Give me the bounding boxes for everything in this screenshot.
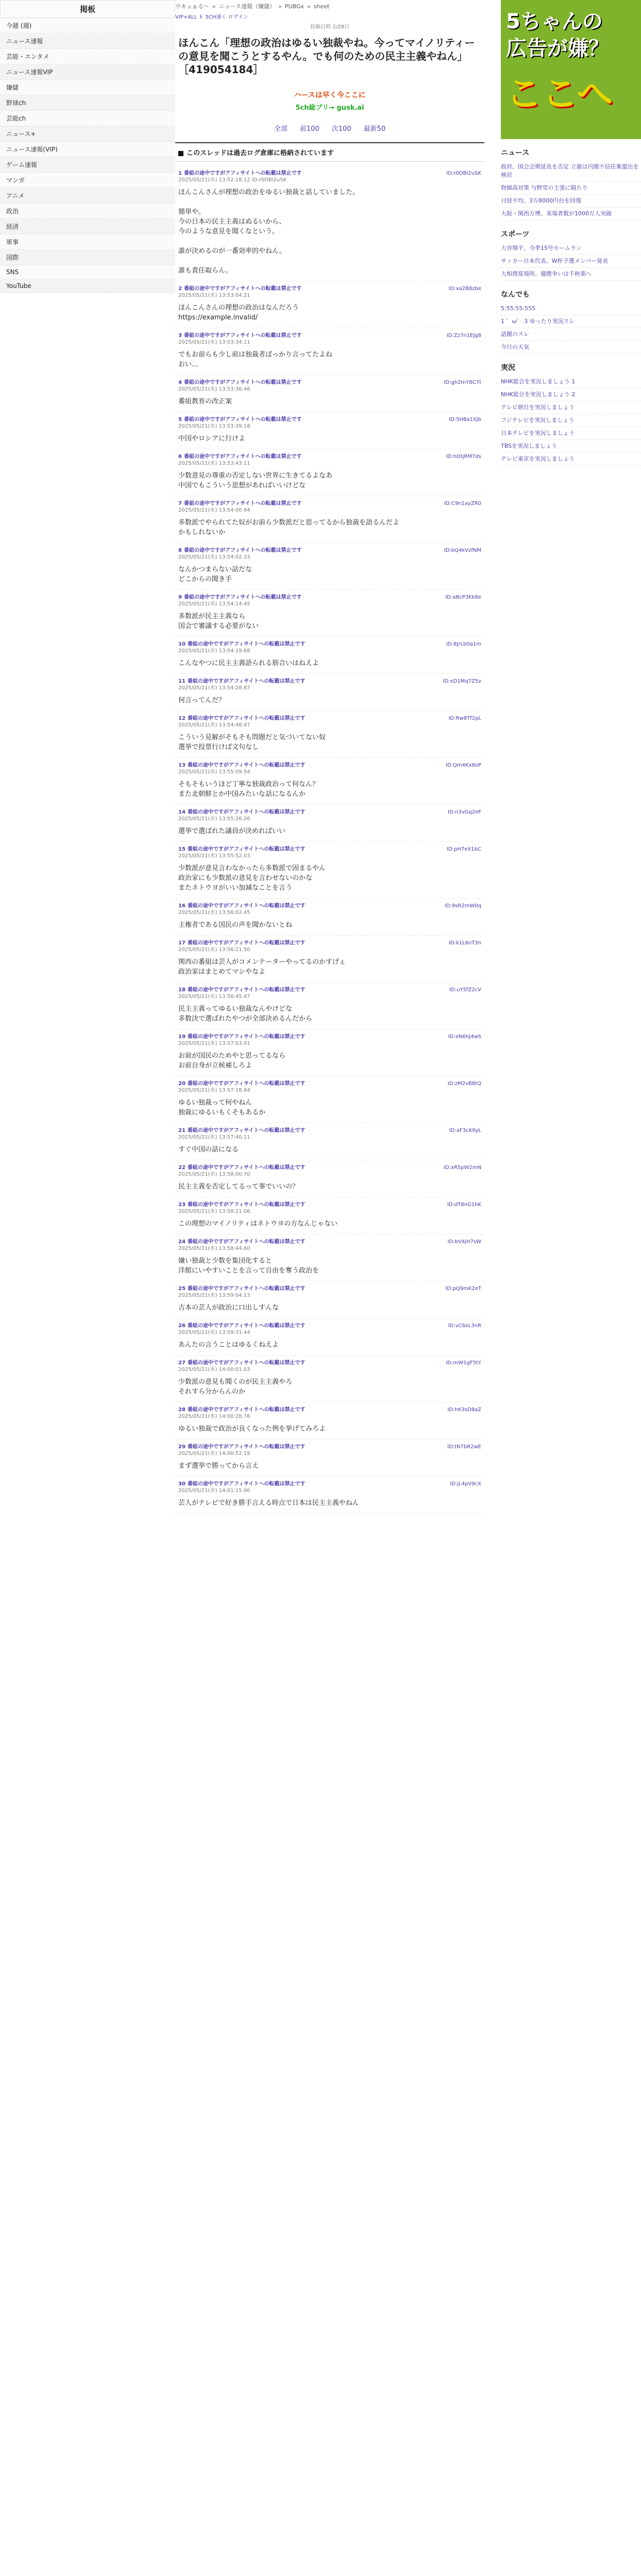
- post-number[interactable]: 22: [178, 1165, 185, 1171]
- page-tab[interactable]: 全部: [274, 125, 288, 133]
- post-id[interactable]: ID:xa2B8zbe: [448, 286, 481, 292]
- section-link[interactable]: テレビ東京を実況しましょう: [501, 453, 641, 466]
- post-header: [178, 903, 481, 916]
- poster-name: 番組の途中ですがアフィサイトへの転載は禁止です: [183, 333, 302, 338]
- post-id[interactable]: ID:C9n1xyZR0: [444, 501, 481, 506]
- post-meta: 2025/05/21(水) 13:54:02.33: [178, 554, 250, 560]
- post-meta: 2025/05/21(水) 14:01:15.90: [178, 1488, 250, 1494]
- post-id[interactable]: ID:bV4jH7sW: [447, 1239, 481, 1245]
- post-header: [178, 715, 481, 728]
- post-number[interactable]: 11: [178, 679, 185, 684]
- post-list: [175, 166, 484, 1514]
- post-header: [178, 1127, 481, 1141]
- post-meta: 2025/05/21(水) 13:56:21.50: [178, 947, 250, 953]
- breadcrumb-separator: »: [278, 3, 282, 10]
- post-header: [178, 379, 481, 393]
- post-number[interactable]: 10: [178, 641, 185, 647]
- post-meta: 2025/05/21(水) 13:55:09.54: [178, 769, 250, 775]
- thread-title: ほんこん「理想の政治はゆるい独裁やね。今ってマイノリティーの意見を聞こうとするやん。でも何のための民主主義やねん」［419054184］: [178, 37, 475, 76]
- post-header: [178, 987, 481, 1000]
- post: [175, 899, 484, 936]
- post: [175, 1076, 484, 1123]
- post-header: [178, 1481, 481, 1494]
- poster-name: 番組の途中ですがアフィサイトへの転載は禁止です: [187, 940, 306, 946]
- sidebar-list: [0, 18, 175, 293]
- post: [175, 637, 484, 674]
- post-meta: 2025/05/21(水) 13:55:26.26: [178, 816, 250, 822]
- section-link[interactable]: 日経平均、3万8000円台を回復: [501, 195, 641, 208]
- section-link[interactable]: テレビ朝日を実況しましょう: [501, 401, 641, 414]
- post-number[interactable]: 6: [178, 454, 182, 460]
- post-body: ほんこんさんが理想の政治をゆるい独裁と話していました。 簡単や。 今の日本の民主主義はぬるいから、 今のような意見を聞くなという。 誰が決めるのが一番効率的やねん。 誰も責任取らん。: [178, 189, 360, 275]
- sidebar-item[interactable]: YouTube: [0, 279, 175, 293]
- sidebar-item[interactable]: 軍事: [0, 234, 175, 250]
- post-meta: 2025/05/21(水) 13:52:18.12 ID:r0DBI2uSK: [178, 177, 287, 183]
- poster-name: 番組の途中ですがアフィサイトへの転載は禁止です: [183, 380, 302, 385]
- sidebar-item[interactable]: ニュース速報(VIP): [0, 142, 175, 157]
- post: [175, 1029, 484, 1076]
- post-meta: 2025/05/21(水) 13:59:31.44: [178, 1330, 250, 1335]
- post-body: 少数派の意見も聞くのが民主主義やろ それすら分からんのか: [178, 1378, 293, 1396]
- post-header: [178, 416, 481, 430]
- section-link[interactable]: フジテレビを実況しましょう: [501, 414, 641, 427]
- post-header: [178, 1444, 481, 1457]
- post-body: お前が国民のためやと思ってるなら お前自身が立候補しろよ: [178, 1052, 286, 1070]
- pagination-tabs: [175, 123, 484, 133]
- sidebar-section: [501, 229, 641, 281]
- breadcrumb-link[interactable]: PUBGx: [284, 3, 304, 10]
- poster-name: 番組の途中ですがアフィサイトへの転載は禁止です: [187, 679, 306, 684]
- post-number[interactable]: 4: [178, 380, 182, 385]
- post-header: [178, 1285, 481, 1299]
- left-sidebar: [0, 0, 175, 608]
- post: [175, 328, 484, 375]
- section-link[interactable]: NHK総合を実況しましょう 1: [501, 376, 641, 388]
- post-number[interactable]: 30: [178, 1481, 185, 1487]
- post-header: [178, 762, 481, 775]
- post-body: 少数意見の尊重の否定しない世界に生きてるよなあ 中国でもこういう思想があればいいけどな: [178, 472, 333, 489]
- page-tab[interactable]: 最新50: [363, 125, 386, 133]
- poster-name: 番組の途中ですがアフィサイトへの転載は禁止です: [187, 1128, 306, 1133]
- post-id[interactable]: ID:Qm4Kx8oP: [446, 762, 481, 768]
- section-link[interactable]: TBSを実況しましょう: [501, 440, 641, 453]
- post-number[interactable]: 5: [178, 417, 182, 422]
- section-link[interactable]: 大谷翔平、今季15号ホームラン: [501, 242, 641, 255]
- post-id[interactable]: ID:uY5fZ2cV: [449, 987, 481, 993]
- sidebar-item[interactable]: 嫌儲: [0, 80, 175, 95]
- ad-line-2[interactable]: 5ch総ブリ→ gusk.ai: [295, 104, 364, 112]
- ad-banner[interactable]: [501, 0, 641, 139]
- post-id[interactable]: ID:hK3sD8aZ: [447, 1407, 481, 1413]
- breadcrumb-link[interactable]: sheet: [313, 3, 330, 10]
- post-header: [178, 170, 481, 183]
- post-body: ゆるい独裁で政治が良くなった例を挙げてみろよ: [178, 1425, 326, 1433]
- post-number[interactable]: 14: [178, 809, 185, 815]
- sidebar-item[interactable]: 国際: [0, 250, 175, 265]
- sidebar-item[interactable]: 政治: [0, 204, 175, 219]
- post-meta: 2025/05/21(水) 14:00:52.19: [178, 1451, 250, 1456]
- poster-name: 番組の途中ですがアフィサイトへの転載は禁止です: [183, 286, 302, 292]
- post-header: [178, 940, 481, 953]
- post-meta: 2025/05/21(水) 13:57:40.11: [178, 1134, 250, 1140]
- poster-name: 番組の途中ですがアフィサイトへの転載は禁止です: [183, 501, 302, 506]
- post-body: 中国やロシアに行けよ: [178, 435, 246, 443]
- post-body: ほんこんさんの理想の政治はなんだろう https://example.invalid/: [178, 304, 299, 321]
- poster-name: 番組の途中ですがアフィサイトへの転載は禁止です: [187, 1239, 306, 1245]
- post-meta: 2025/05/21(水) 13:57:18.84: [178, 1088, 250, 1093]
- section-link[interactable]: 大相撲夏場所、優勝争いは千秋楽へ: [501, 268, 641, 281]
- post-id[interactable]: ID:pH7eX1bC: [447, 846, 481, 852]
- post-id[interactable]: ID:hDtjRM7ds: [446, 454, 481, 460]
- post: [175, 1402, 484, 1439]
- post-id[interactable]: ID:aBcP3Kk8e: [445, 595, 481, 600]
- post-header: [178, 1360, 481, 1373]
- sub-links: VIP+ALL ￥ 5CH速く ログイン: [175, 14, 249, 20]
- post: [175, 1477, 484, 1514]
- post-meta: 2025/05/21(水) 13:54:28.87: [178, 685, 250, 691]
- sidebar-section: [501, 289, 641, 354]
- archive-notice: [175, 142, 484, 162]
- post-number[interactable]: 18: [178, 987, 185, 993]
- sidebar-item[interactable]: 野球ch: [0, 95, 175, 111]
- post-number[interactable]: 25: [178, 1286, 185, 1292]
- post-header: [178, 547, 481, 561]
- post-meta: 2025/05/21(水) 13:53:39.18: [178, 423, 250, 429]
- post-body: 嫌い独裁と少数を集団化すると 洋館にいやすいことを言って自由を奪う政治を: [178, 1257, 319, 1275]
- poster-name: 番組の途中ですがアフィサイトへの転載は禁止です: [183, 548, 302, 553]
- section-link[interactable]: 5:55:55:555: [501, 302, 641, 315]
- post-number[interactable]: 8: [178, 548, 182, 553]
- post-id[interactable]: ID:5H8a1XJb: [449, 417, 481, 422]
- post-header: [178, 500, 481, 514]
- post-body: ゆるい独裁って何やねん 独裁にゆるいもくそもあるか: [178, 1099, 266, 1116]
- post-number[interactable]: 12: [178, 716, 185, 721]
- post-id[interactable]: ID:xD1Mq7Z5v: [443, 679, 481, 684]
- breadcrumb-separator: »: [307, 3, 311, 10]
- post: [175, 543, 484, 590]
- post-header: [178, 1406, 481, 1420]
- post-body: 芸人がテレビで好き勝手言える時点で日本は民主主義やねん: [178, 1499, 359, 1507]
- breadcrumb-separator: »: [212, 3, 216, 10]
- poster-name: 番組の途中ですがアフィサイトへの転載は禁止です: [187, 1081, 306, 1087]
- section-link[interactable]: 物価高対策 与野党の主張に隔たり: [501, 182, 641, 195]
- post-body: 主権者である国民の声を聞かないとね: [178, 921, 293, 929]
- post-header: [178, 594, 481, 607]
- post: [175, 982, 484, 1029]
- poster-name: 番組の途中ですがアフィサイトへの転載は禁止です: [187, 1481, 306, 1487]
- post-id[interactable]: ID:Zz7n1EJg8: [446, 333, 481, 338]
- ad-link[interactable]: [175, 90, 484, 112]
- post-header: [178, 1033, 481, 1047]
- post: [175, 1439, 484, 1477]
- poster-name: 番組の途中ですがアフィサイトへの転載は禁止です: [187, 1034, 306, 1040]
- post-meta: 2025/05/21(水) 13:56:45.47: [178, 994, 250, 999]
- notice-text: このスレッドは過去ログ倉庫に格納されています: [187, 149, 334, 157]
- poster-name: 番組の途中ですがアフィサイトへの転載は禁止です: [187, 809, 306, 815]
- banner-line-3: ここへ: [506, 73, 613, 115]
- post-header: [178, 1164, 481, 1178]
- post-body: なんかつまらない話だな どこからの聞き手: [178, 566, 252, 583]
- post-meta: 2025/05/21(水) 13:58:00.70: [178, 1172, 250, 1177]
- post-body: 多数派でやられてた奴がお前ら少数派だと思ってるから独裁を語るんだよ かもしれないか: [178, 519, 400, 536]
- post: [175, 936, 484, 982]
- post-id[interactable]: ID:xR5pW2mN: [443, 1165, 481, 1171]
- post-body: こんなやつに民主主義語られる筋合いはねえよ: [178, 659, 319, 667]
- post-id[interactable]: ID:n3vGq2eF: [448, 809, 481, 815]
- post-id[interactable]: ID:Rw8Tf2pL: [448, 716, 481, 721]
- sidebar-item[interactable]: 芸能ch: [0, 111, 175, 126]
- section-title: なんでも: [501, 291, 530, 299]
- section-link[interactable]: 話題のスレ: [501, 328, 641, 341]
- sidebar-item[interactable]: アニメ: [0, 188, 175, 204]
- section-title: 実況: [501, 364, 515, 372]
- post-meta: 2025/05/21(水) 14:00:28.76: [178, 1414, 250, 1419]
- section-link[interactable]: サッカー日本代表、W杯予選メンバー発表: [501, 255, 641, 268]
- post-header: [178, 1201, 481, 1215]
- banner-line-1: 5ちゃんの: [506, 10, 603, 33]
- post: [175, 412, 484, 449]
- poster-name: 番組の途中ですがアフィサイトへの転載は禁止です: [187, 903, 306, 909]
- page-tab[interactable]: 次100: [331, 125, 351, 133]
- sidebar-item[interactable]: 今週 (週): [0, 18, 175, 33]
- post-number[interactable]: 20: [178, 1081, 185, 1087]
- post: [175, 1197, 484, 1234]
- post-header: [178, 1080, 481, 1094]
- ad-line-1[interactable]: ハースは早く今ここに: [294, 91, 366, 99]
- post-id[interactable]: ID:9sR2mW0q: [444, 903, 481, 909]
- poster-name: 番組の途中ですがアフィサイトへの転載は禁止です: [187, 1323, 306, 1329]
- post-id[interactable]: ID:k1L8oT3n: [448, 940, 481, 946]
- sidebar-section: [501, 147, 641, 221]
- banner-line-2: 広告が嫌？: [506, 37, 609, 60]
- sidebar-item[interactable]: マンガ: [0, 173, 175, 188]
- post-meta: 2025/05/21(水) 13:58:21.06: [178, 1209, 250, 1214]
- section-link[interactable]: 大阪・関西万博、来場者数が1000万人突破: [501, 208, 641, 221]
- poster-name: 番組の途中ですがアフィサイトへの転載は禁止です: [187, 1444, 306, 1450]
- post-body: 多数派が民主主義なら 国会で審議する必要がない: [178, 613, 259, 630]
- sidebar-item[interactable]: 経済: [0, 219, 175, 234]
- top-navigation: [175, 0, 484, 12]
- section-link[interactable]: 日本テレビを実況しましょう: [501, 427, 641, 440]
- post-id[interactable]: ID:dT8nG1hK: [447, 1202, 481, 1208]
- sidebar-section: [501, 362, 641, 466]
- post-id[interactable]: ID:jL4pV9cX: [450, 1481, 481, 1487]
- poster-name: 番組の途中ですがアフィサイトへの転載は禁止です: [187, 846, 306, 852]
- post: [175, 674, 484, 711]
- square-icon: [178, 151, 183, 156]
- post-meta: 2025/05/21(水) 14:00:01.03: [178, 1367, 250, 1372]
- post: [175, 1160, 484, 1197]
- sidebar-sections: [501, 147, 641, 466]
- post-body: この理想のマイノリティはネトウヨの方なんじゃない: [178, 1220, 338, 1228]
- poster-name: 番組の途中ですがアフィサイトへの転載は禁止です: [187, 1202, 306, 1208]
- post-number[interactable]: 3: [178, 333, 182, 338]
- post-body: 何言ってんだ？: [178, 697, 226, 704]
- post: [175, 375, 484, 412]
- poster-name: 番組の途中ですがアフィサイトへの転載は禁止です: [187, 987, 306, 993]
- poster-name: 番組の途中ですがアフィサイトへの転載は禁止です: [187, 641, 306, 647]
- post-id[interactable]: ID:bQ4kVzfNM: [444, 548, 481, 553]
- post: [175, 842, 484, 899]
- sidebar-item[interactable]: SNS: [0, 265, 175, 279]
- breadcrumb-link[interactable]: ニュース速報（嫌儲）: [218, 3, 276, 10]
- post-body: 民主主義を否定してるって事でいいの？: [178, 1183, 299, 1191]
- post-id[interactable]: ID:zM2vB8tQ: [447, 1081, 481, 1087]
- post-meta: 2025/05/21(水) 13:53:34.11: [178, 340, 250, 345]
- post-body: 選挙で選ばれた議員が決めればいい: [178, 827, 286, 835]
- post-header: [178, 1239, 481, 1252]
- sidebar-item[interactable]: ゲーム速報: [0, 157, 175, 173]
- post-body: 少数派が意見言わなかったら多数派で固まるやん 政治家にも少数派の意見を言わせないのかな またネトウヨがいい加減なことを言う: [178, 865, 326, 892]
- post-meta: 2025/05/21(水) 13:53:04.21: [178, 293, 250, 298]
- post-id[interactable]: ID:r0DBI2uSK: [446, 171, 481, 176]
- post-body: 民主主義ってゆるい独裁なんやけどな 多数決で選ばれたやつが全部決めるんだから: [178, 1005, 313, 1023]
- post-body: 吉本の芸人が政治に口出しすんな: [178, 1304, 279, 1312]
- post-header: [178, 641, 481, 654]
- post-id[interactable]: ID:gh2mY8C7t: [444, 380, 481, 385]
- post-body: まず選挙で勝ってから言え: [178, 1462, 259, 1470]
- post-number[interactable]: 16: [178, 903, 185, 909]
- post-body: そもそもいうほど丁寧な独裁政治って何なん？ また北朝鮮とか中国みたいな話になるんか: [178, 781, 319, 798]
- sidebar-item[interactable]: ニュース速報: [0, 33, 175, 49]
- post-meta: 2025/05/21(水) 13:53:43.11: [178, 461, 250, 466]
- post-number[interactable]: 24: [178, 1239, 185, 1245]
- breadcrumb-link[interactable]: ウキュぁる～: [175, 3, 209, 10]
- section-title: ニュース: [501, 149, 530, 157]
- post-header: [178, 809, 481, 822]
- post-number[interactable]: 15: [178, 846, 185, 852]
- post-header: [178, 332, 481, 346]
- post-id[interactable]: ID:pQ9mK2eT: [445, 1286, 481, 1292]
- post-number[interactable]: 21: [178, 1128, 185, 1133]
- post-number[interactable]: 1: [178, 171, 182, 176]
- sidebar-title: 掲板: [0, 0, 175, 18]
- sidebar-item[interactable]: ニュース速報VIP: [0, 64, 175, 80]
- main-content: [175, 0, 484, 1514]
- post-body: でもお前らも少し前は独裁者ばっかり言ってたよね おい…: [178, 351, 333, 368]
- post: [175, 1355, 484, 1402]
- post-meta: 2025/05/21(水) 13:56:02.45: [178, 910, 250, 916]
- post-number[interactable]: 19: [178, 1034, 185, 1040]
- poster-name: 番組の途中ですがアフィサイトへの転載は禁止です: [183, 417, 302, 422]
- post-number[interactable]: 17: [178, 940, 185, 946]
- post-meta: 2025/05/21(水) 13:59:04.13: [178, 1293, 250, 1298]
- post-id[interactable]: ID:aF3cK9yL: [449, 1128, 481, 1133]
- poster-name: 番組の途中ですがアフィサイトへの転載は禁止です: [187, 1360, 306, 1366]
- poster-name: 番組の途中ですがアフィサイトへの転載は禁止です: [187, 716, 306, 721]
- section-link[interactable]: 政府、国会会期延長を否定 立憲は内閣不信任案提出を検討: [501, 161, 641, 182]
- poster-name: 番組の途中ですがアフィサイトへの転載は禁止です: [187, 1165, 306, 1171]
- post-meta: 2025/05/21(水) 13:54:00.94: [178, 507, 250, 513]
- post-header: [178, 846, 481, 859]
- post-meta: 2025/05/21(水) 13:54:48.47: [178, 722, 250, 728]
- post-body: あんたの言うことはゆるくねえよ: [178, 1341, 279, 1349]
- post-number[interactable]: 29: [178, 1444, 185, 1450]
- right-sidebar: [501, 0, 641, 466]
- post-meta: 2025/05/21(水) 13:54:19.68: [178, 648, 250, 654]
- post-body: 関西の番組は芸人がコメンテーターやってるのかすげぇ 政治家はまとめてマシやなよ: [178, 958, 346, 976]
- post-id[interactable]: ID:8JrLb0a1m: [446, 641, 481, 647]
- poster-name: 番組の途中ですがアフィサイトへの転載は禁止です: [187, 1407, 306, 1413]
- post-meta: 2025/05/21(水) 13:53:36.46: [178, 386, 250, 392]
- sidebar-item[interactable]: ニュース+: [0, 126, 175, 142]
- sidebar-item[interactable]: 芸能・エンタメ: [0, 49, 175, 64]
- post-number[interactable]: 7: [178, 501, 182, 506]
- post: [175, 166, 484, 281]
- post-number[interactable]: 28: [178, 1407, 185, 1413]
- section-title: スポーツ: [501, 230, 530, 239]
- page-tab[interactable]: 前100: [299, 125, 319, 133]
- post-number[interactable]: 23: [178, 1202, 185, 1208]
- post: [175, 281, 484, 328]
- post-body: こういう見解がそもそも問題だと気づいてない奴 選挙で投票行けば文句なし: [178, 734, 326, 751]
- post-number[interactable]: 9: [178, 595, 182, 600]
- post-number[interactable]: 2: [178, 286, 182, 292]
- post: [175, 711, 484, 758]
- post-body: すぐ中国の話になる: [178, 1146, 239, 1154]
- post-header: [178, 285, 481, 299]
- post-header: [178, 1323, 481, 1336]
- post: [175, 1234, 484, 1281]
- post-meta: 2025/05/21(水) 13:54:14.45: [178, 601, 250, 607]
- post: [175, 805, 484, 842]
- post-header: [178, 453, 481, 467]
- post: [175, 1123, 484, 1160]
- post-header: [178, 678, 481, 691]
- post: [175, 496, 484, 543]
- post-id[interactable]: ID:eN6hJ4wS: [448, 1034, 481, 1040]
- post: [175, 590, 484, 637]
- post-number[interactable]: 27: [178, 1360, 185, 1366]
- post-number[interactable]: 26: [178, 1323, 185, 1329]
- post-id[interactable]: ID:vC6xL3nR: [448, 1323, 481, 1329]
- post-meta: 2025/05/21(水) 13:57:03.01: [178, 1041, 250, 1046]
- post-meta: 2025/05/21(水) 13:55:52.03: [178, 853, 250, 859]
- section-link[interactable]: 今日の天気: [501, 341, 641, 354]
- post-meta: 2025/05/21(水) 13:58:44.60: [178, 1246, 250, 1251]
- post: [175, 758, 484, 805]
- poster-name: 番組の途中ですがアフィサイトへの転載は禁止です: [187, 762, 306, 768]
- post: [175, 1318, 484, 1355]
- post-id[interactable]: ID:mW1gF5tY: [446, 1360, 481, 1366]
- section-link[interactable]: 1 ゜ω゜ 3 ゆったり実況スレ: [501, 315, 641, 328]
- post-body: 番組教育の改正案: [178, 398, 232, 405]
- post-id[interactable]: ID:tN7bR2wE: [447, 1444, 481, 1450]
- section-link[interactable]: NHK総合を実況しましょう 2: [501, 388, 641, 401]
- poster-name: 番組の途中ですがアフィサイトへの転載は禁止です: [187, 1286, 306, 1292]
- post-number[interactable]: 13: [178, 762, 185, 768]
- poster-name: 番組の途中ですがアフィサイトへの転載は禁止です: [183, 454, 302, 460]
- thread-date-info: 投稿日時 2/28日: [310, 24, 349, 30]
- poster-name: 番組の途中ですがアフィサイトへの転載は禁止です: [183, 171, 302, 176]
- post: [175, 449, 484, 496]
- post: [175, 1281, 484, 1318]
- poster-name: 番組の途中ですがアフィサイトへの転載は禁止です: [183, 595, 302, 600]
